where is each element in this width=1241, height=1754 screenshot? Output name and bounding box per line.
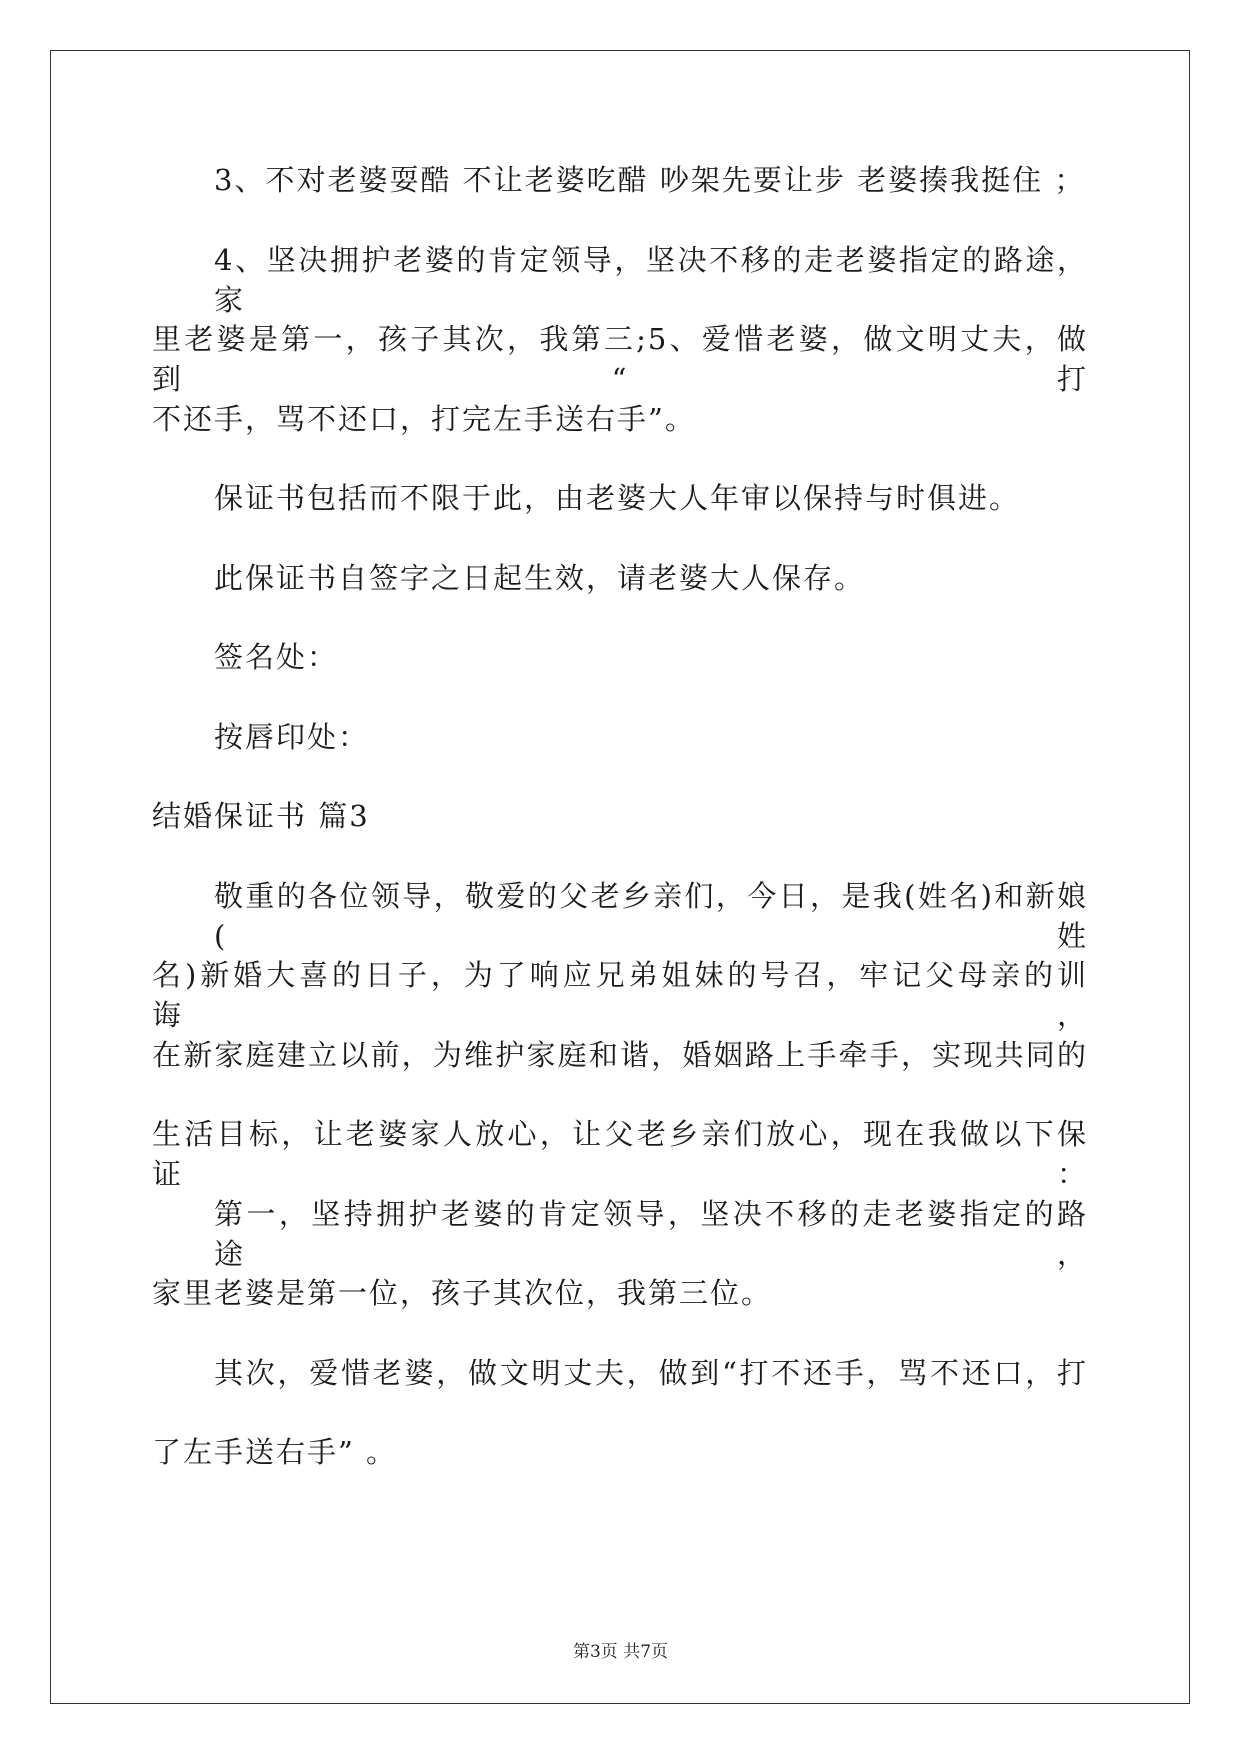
text-line: 4、坚决拥护老婆的肯定领导，坚决不移的走老婆指定的路途，家 <box>214 242 1088 317</box>
text-line: 在新家庭建立以前，为维护家庭和谐，婚姻路上手牵手，实现共同的 <box>152 1037 1088 1072</box>
text-line: 按唇印处： <box>214 719 370 754</box>
text-line: 不还手，骂不还口，打完左手送右手”。 <box>152 401 696 436</box>
text-line: 生活目标，让老婆家人放心，让父老乡亲们放心，现在我做以下保证： <box>152 1117 1088 1191</box>
text-line: 3、不对老婆耍酷 不让老婆吃醋 吵架先要让步 老婆揍我挺住 ； <box>214 163 1086 197</box>
text-line: 签名处： <box>214 640 339 674</box>
text-line: 第一，坚持拥护老婆的肯定领导，坚决不移的走老婆指定的路途， <box>214 1196 1088 1271</box>
page-footer <box>0 1640 1241 1664</box>
text-line: 里老婆是第一，孩子其次，我第三;5、爱惜老婆，做文明丈夫，做到“打 <box>152 322 1088 396</box>
text-line: 名)新婚大喜的日子，为了响应兄弟姐妹的号召，牢记父母亲的训诲， <box>152 958 1088 1032</box>
text-line: 了左手送右手” 。 <box>152 1435 398 1469</box>
text-line: 敬重的各位领导，敬爱的父老乡亲们，今日，是我(姓名)和新娘(姓 <box>214 878 1088 953</box>
text-line: 结婚保证书 篇3 <box>152 799 370 833</box>
text-line: 家里老婆是第一位，孩子其次位，我第三位。 <box>152 1276 773 1310</box>
page-number: 第3页 共7页 <box>572 1642 669 1662</box>
text-line: 此保证书自签字之日起生效，请老婆大人保存。 <box>214 560 866 595</box>
text-line: 保证书包括而不限于此，由老婆大人年审以保持与时俱进。 <box>214 481 1021 515</box>
document-body <box>152 160 1088 1512</box>
text-line: 其次，爱惜老婆，做文明丈夫，做到“打不还手，骂不还口，打 <box>214 1355 1088 1390</box>
